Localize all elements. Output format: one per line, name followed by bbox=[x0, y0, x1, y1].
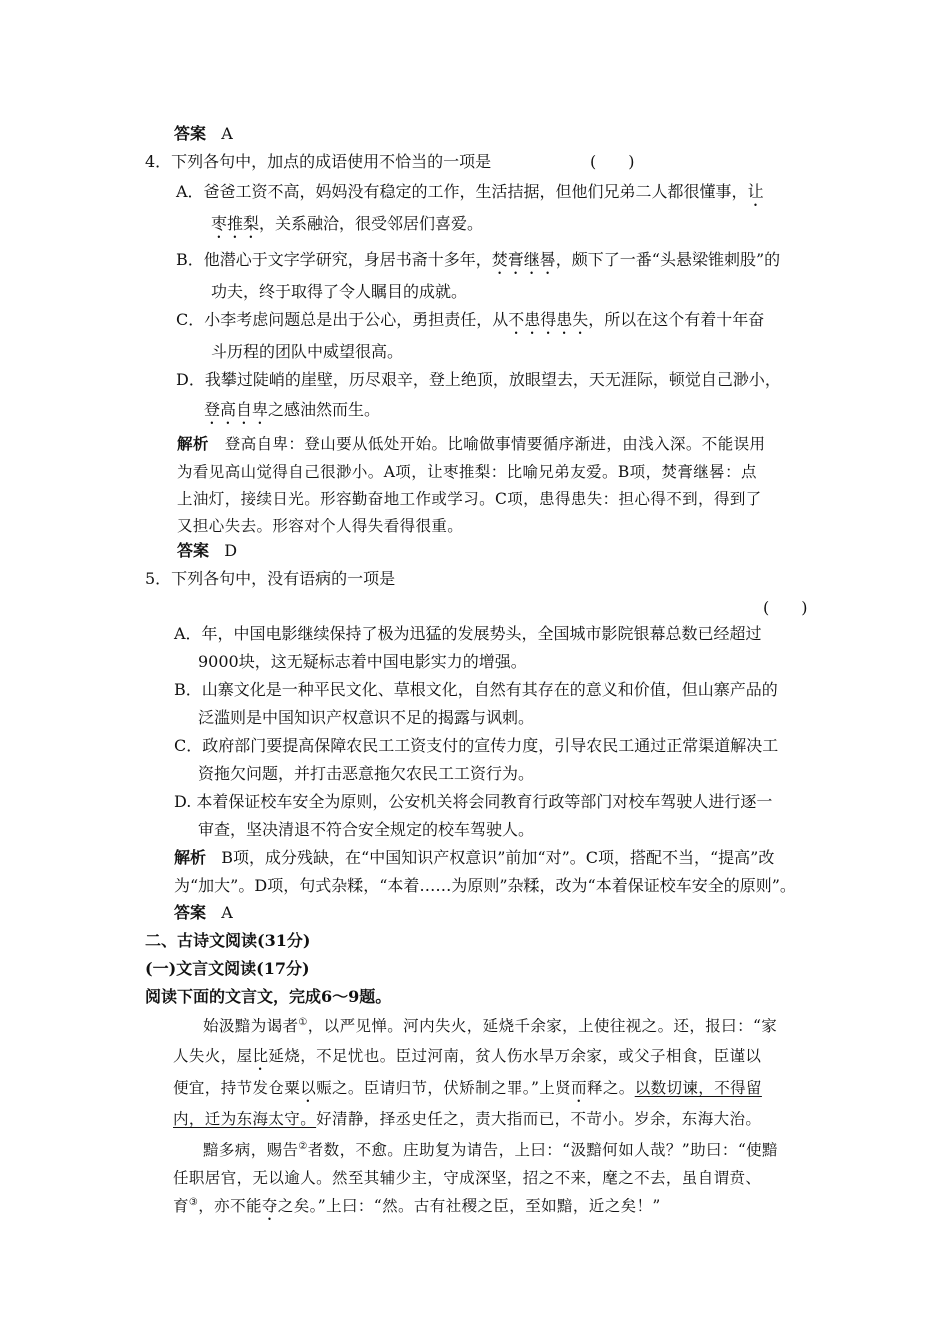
passage-text: 好清静，择丞史任之，责大指而已，不苛小。岁余，东海大治。 bbox=[316, 1110, 762, 1128]
q5-analysis-line-1 bbox=[174, 847, 774, 869]
answer-label: 答案 bbox=[174, 124, 207, 143]
q5-option-a: A．年，中国电影继续保持了极为迅猛的发展势头，全国城市影院银幕总数已经超过 bbox=[174, 624, 762, 643]
q4-option-c bbox=[176, 309, 764, 338]
q4-analysis-line-4: 又担心失去。形容对个人得失看得很重。 bbox=[177, 517, 464, 535]
emphasized-idiom: 枣推梨 bbox=[211, 214, 260, 233]
option-text: ，所以在这个有着十年奋 bbox=[588, 310, 765, 329]
option-text: ，关系融洽，很受邻居们喜爱。 bbox=[259, 214, 484, 233]
passage-text: 释之。 bbox=[587, 1079, 635, 1097]
q5-option-b-cont: 泛滥则是中国知识产权意识不足的揭露与讽刺。 bbox=[198, 708, 535, 727]
underlined-sentence: 内，迁为东海太守。 bbox=[173, 1110, 317, 1128]
reading-instruction: 阅读下面的文言文，完成6～9题。 bbox=[145, 987, 392, 1006]
q5-answer bbox=[174, 902, 233, 924]
footnote-marker: ② bbox=[298, 1140, 308, 1152]
footnote-marker: ③ bbox=[188, 1196, 199, 1208]
passage-text: 人失火，屋 bbox=[173, 1047, 253, 1065]
emphasized-idiom: 登高自卑 bbox=[204, 400, 269, 419]
q5-answer-paren: ( ) bbox=[763, 598, 808, 617]
emphasized-word: 以 bbox=[300, 1079, 317, 1097]
subsection-title: (一)文言文阅读(17分) bbox=[145, 959, 310, 978]
option-text: A．爸爸工资不高，妈妈没有稳定的工作，生活拮据，但他们兄弟二人都很懂事， bbox=[176, 182, 748, 201]
q4-answer-paren: ( ) bbox=[590, 152, 635, 171]
emphasized-idiom: 不患得患失 bbox=[508, 310, 589, 329]
answer-label: 答案 bbox=[174, 903, 207, 922]
answer-value: A bbox=[221, 124, 233, 143]
footnote-marker: ① bbox=[298, 1016, 308, 1028]
analysis-label: 解析 bbox=[177, 434, 209, 453]
q3-answer bbox=[174, 123, 233, 145]
passage-text: ，以严见惮。河内失火，延烧千余家，上使往视之。还，报曰：“家 bbox=[307, 1017, 778, 1035]
passage-text: 始汲黯为谒者 bbox=[203, 1017, 299, 1035]
option-text: B．他潜心于文字学研究，身居书斋十多年， bbox=[176, 250, 492, 269]
q4-analysis-line-2: 为看见高山觉得自己很渺小。A项，让枣推梨：比喻兄弟友爱。B项，焚膏继晷：点 bbox=[177, 463, 757, 481]
q4-answer bbox=[177, 540, 237, 562]
passage-text: 延烧，不足忧也。臣过河南，贫人伤水旱万余家，或父子相食，臣谨以 bbox=[268, 1047, 762, 1065]
passage-text: 之矣。”上曰：“然。古有社稷之臣，至如黯，近之矣！” bbox=[277, 1197, 661, 1215]
passage-p2-line-3 bbox=[173, 1195, 661, 1224]
emphasized-idiom: 焚膏继晷 bbox=[491, 250, 556, 269]
q4-analysis-line-3: 上油灯，接续日光。形容勤奋地工作或学习。C项，患得患失：担心得不到，得到了 bbox=[177, 490, 762, 508]
q5-option-d: D. 本着保证校车安全为原则，公安机关将会同教育行政等部门对校车驾驶人进行逐一 bbox=[174, 792, 773, 811]
q5-option-b: B．山寨文化是一种平民文化、草根文化，自然有其存在的意义和价值，但山寨产品的 bbox=[174, 680, 778, 699]
passage-text: 赈之。臣请归节，伏矫制之罪。”上贤 bbox=[316, 1079, 572, 1097]
answer-label: 答案 bbox=[177, 541, 210, 560]
passage-p2-line-2: 任职居官，无以逾人。然至其辅少主，守成深坚，招之不来，麾之不去，虽自谓贲、 bbox=[173, 1169, 762, 1187]
q4-option-b-cont: 功夫，终于取得了令人瞩目的成就。 bbox=[211, 282, 468, 301]
passage-text: 黯多病，赐告 bbox=[203, 1141, 299, 1159]
analysis-text: B项，成分残缺，在“中国知识产权意识”前加“对”。C项，搭配不当，“提高”改 bbox=[221, 848, 775, 867]
option-text: C．小李考虑问题总是出于公心，勇担责任，从 bbox=[176, 310, 509, 329]
q4-stem: 4．下列各句中，加点的成语使用不恰当的一项是 bbox=[145, 152, 492, 171]
emphasized-idiom: 让 bbox=[747, 182, 764, 201]
emphasized-word: 而 bbox=[571, 1079, 587, 1097]
q5-option-a-cont: 9000块，这无疑标志着中国电影实力的增强。 bbox=[198, 652, 527, 671]
answer-value: D bbox=[224, 541, 238, 560]
underlined-sentence: 以数切谏，不得留 bbox=[634, 1079, 762, 1097]
q5-option-c-cont: 资拖欠问题，并打击恶意拖欠农民工工资行为。 bbox=[198, 764, 535, 783]
q4-option-a bbox=[176, 181, 764, 210]
q5-analysis-line-2: 为“加大”。D项，句式杂糅，“本着……为原则”杂糅，改为“本着保证校车安全的原则”。 bbox=[174, 876, 796, 895]
q4-option-c-cont: 斗历程的团队中威望很高。 bbox=[211, 342, 404, 361]
q5-option-d-cont: 审查，坚决清退不符合安全规定的校车驾驶人。 bbox=[198, 820, 535, 839]
analysis-label: 解析 bbox=[174, 848, 207, 867]
answer-value: A bbox=[221, 903, 233, 922]
q4-option-d: D．我攀过陡峭的崖壁，历尽艰辛，登上绝顶，放眼望去，天无涯际，顿觉自己渺小， bbox=[176, 370, 781, 389]
q4-option-b bbox=[176, 249, 780, 278]
section-title: 二、古诗文阅读(31分) bbox=[145, 931, 311, 950]
passage-text: 者数，不愈。庄助复为请告，上曰：“汲黯何如人哉？”助曰：“使黯 bbox=[307, 1141, 778, 1159]
emphasized-word: 比 bbox=[252, 1047, 269, 1065]
passage-text: 便宜，持节发仓粟 bbox=[173, 1079, 301, 1097]
passage-p2-line-1 bbox=[203, 1139, 778, 1161]
analysis-text: 登高自卑：登山要从低处开始。比喻做事情要循序渐进，由浅入深。不能误用 bbox=[224, 435, 766, 453]
q4-analysis-line-1 bbox=[177, 433, 765, 455]
q5-stem: 5．下列各句中，没有语病的一项是 bbox=[145, 569, 396, 588]
passage-p1-line-4 bbox=[173, 1108, 761, 1130]
q4-option-a-cont bbox=[211, 213, 483, 242]
passage-p1-line-3 bbox=[173, 1077, 762, 1106]
passage-text: 育 bbox=[173, 1197, 189, 1215]
option-text: 之感油然而生。 bbox=[268, 400, 381, 419]
q5-option-c: C．政府部门要提高保障农民工工资支付的宣传力度，引导农民工通过正常渠道解决工 bbox=[174, 736, 779, 755]
passage-p1-line-1 bbox=[203, 1015, 777, 1037]
passage-text: ，亦不能 bbox=[198, 1197, 262, 1215]
emphasized-word: 夺 bbox=[261, 1197, 278, 1215]
option-text: ，颇下了一番“头悬梁锥刺股”的 bbox=[555, 250, 781, 269]
passage-p1-line-2 bbox=[173, 1045, 761, 1074]
q4-option-d-cont bbox=[204, 399, 380, 428]
